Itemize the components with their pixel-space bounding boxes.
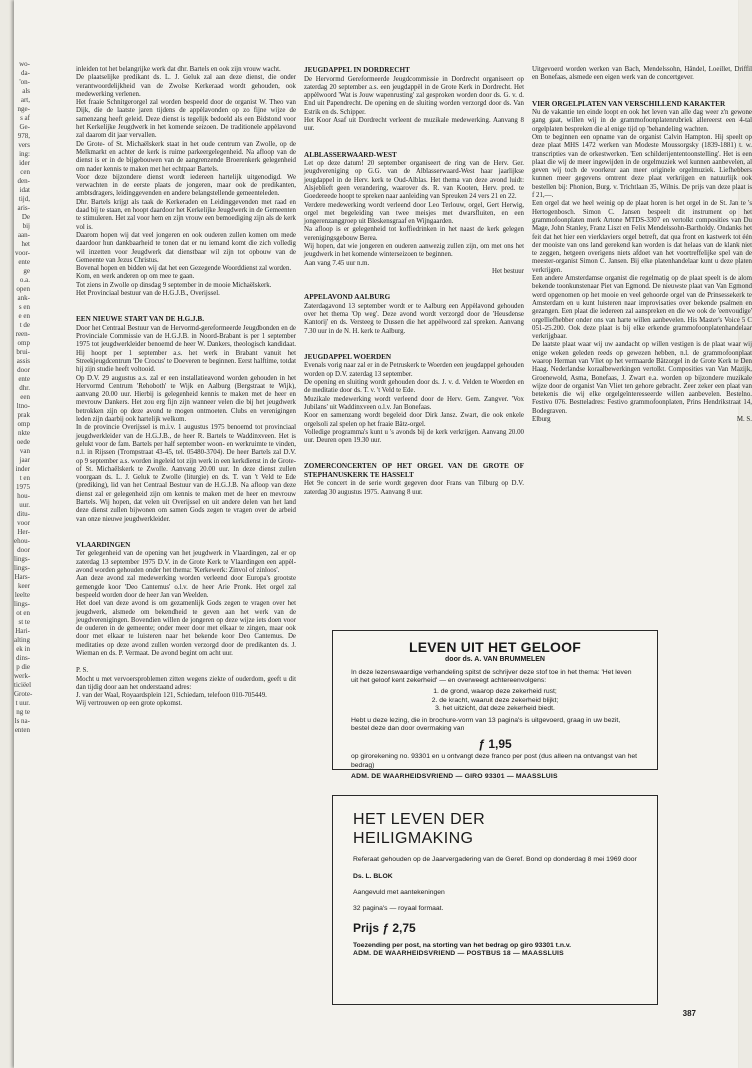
- gutter-line: aan-: [17, 231, 30, 239]
- article-paragraph: Voor deze bijzondere dienst wordt iedereen hartelijk uitgenodigd. We verwachten in de eerste plaats de jongeren, maar ook de predikanten, ambtsdragers, leidinggevenden en andere belangstellende gemeenteleden.: [76, 173, 296, 198]
- ad-title-line: HET LEVEN DER: [353, 811, 486, 828]
- gutter-line: st te: [18, 618, 30, 626]
- gutter-line: voor: [17, 519, 30, 527]
- article-paragraph: P. S.: [76, 667, 89, 675]
- article-signoff: Het bestuur: [492, 267, 524, 275]
- gutter-line: 'on-: [19, 78, 30, 86]
- gutter-line: alting: [14, 636, 30, 644]
- article-paragraph: Let op deze datum! 20 september organiseert de ring van de Herv. Ger. jeugdvereniging op G.G. van de Alblasserwaard-West haar jaarlijkse jeugdappel in de Herv. kerk te Oud-Alblas. Het thema van deze avond luidt: Alsjeblieft geen verandering, waarover ds. R. van Kooten, Herv. pred. te Goedereede hoopt te spreken naar aanleiding van Spreuken 24 vers 21 en 22.: [304, 160, 524, 201]
- column-middle: [304, 66, 524, 497]
- spacer: [76, 658, 296, 667]
- article-paragraph: Volledige programma's kunt u 's avonds bij de kerk verkrijgen. Aanvang 20.00 uur. Deuren open 19.30 uur.: [304, 428, 524, 445]
- article-paragraph: Het doel van deze avond is om gezamenlijk Gods zegen te vragen over het jeugdwerk, alsmede om bekendheid te geven aan het werk van de jeugdverenigingen. Bovendien willen de jongeren op deze wijze iets doen voor de ouderen in de gemeente; onder meer door met elkaar te zingen, maar ook door met elkaar te luisteren naar het bekende koor Deo Cantemus. De meditaties op deze avond zullen worden verzorgd door de predikanten ds. J. Wieman en ds. P. Vermaat. De avond begint om acht uur.: [76, 600, 296, 657]
- gutter-line: ng te: [16, 708, 30, 716]
- gutter-line: ltno-: [16, 402, 30, 410]
- article-heading: EEN NIEUWE START VAN DE H.G.J.B.: [76, 315, 205, 324]
- article-heading: ALBLASSERWAARD-WEST: [304, 150, 397, 159]
- ad-title: LEVEN UIT HET GELOOF: [408, 639, 581, 655]
- article-paragraph: Wij hopen, dat wie jongeren en ouderen aanwezig zullen zijn, om met ons het jeugdwerk in het komende winterseizoen te beginnen.: [304, 243, 524, 259]
- article-paragraph: Uitgevoerd worden werken van Bach, Mendelssohn, Händel, Loeillet, Driffil en Bonefaas, alsmede een eigen werk van de concertgever.: [532, 66, 752, 82]
- gutter-line: oede: [16, 438, 30, 446]
- gutter-line: Hari-: [15, 627, 30, 635]
- article-paragraph: Een orgel dat we heel weinig op de plaat horen is het orgel in de St. Jan te 's Hertogenbosch. Simon C. Jansen bespeelt dit instrument op het grammofoonplaten merk Artone MTDS-3307 en vertolkt composities van Du Mage, John Stanley, Franz Liszt en Felix Mendelssohn-Bartholdy. Ondanks het feit dat het hier een vierklaviers orgel betreft, dat qua front en kastwerk tot één der mooiste van ons land gerekend kan worden is dat helaas van de klank niet te zeggen, hetgeen overigens niets afdoet van het voortreffelijke spel van de meester-organist Simon C. Jansen. Bij elke platenhandelaar kunt u deze platen verkrijgen.: [532, 200, 752, 274]
- gutter-line: leelte: [14, 591, 30, 599]
- article-paragraph: Zaterdagavond 13 september wordt er te Aalburg een Appèlavond gehouden over het thema 'Op weg'. Deze avond wordt verzorgd door de 'Heusdense Kantorij' en ds. Versteeg te Dussen die het appèlwoord zal spreken. Aanvang 7.30 uur in de N. H. kerk te Aalburg.: [304, 302, 524, 335]
- article-paragraph: Daarom hopen wij dat veel jongeren en ook ouderen zullen komen om mede daardoor hun dankbaarheid te tonen dat er nu iemand komt die zich volledig wil inzetten voor Jeugdwerk dat dienstbaar wil zijn tot opbouw van de Gemeente van Jezus Christus.: [76, 231, 296, 264]
- article-paragraph: In de provincie Overijssel is m.i.v. 1 augustus 1975 benoemd tot provinciaal jeugdwerkleider van de H.G.J.B., de heer R. Bartels te Waddinxveen. Het is gelukt voor de fam. Bartels per half september woon- en werkruimte te vinden, n.l. in Rijssen (Trompstraat 43-45, tel. 05480-3704). De heer Bartels zal D.V. op 9 september a.s. worden ingeleid tot zijn werk in een kerkdienst in de Grote- of St. Michaëlskerk te Zwolle. Aanvang 20.00 uur. In deze dienst zullen voorgaan ds. L. J. Geluk te Zwolle (liturgie) en ds. T. van 't Veld te Ede (prediking), lid van het Centraal Bestuur van de H.G.J.B. Na afloop van deze dienst zal er gelegenheid zijn om kennis te maken met de heer en mevrouw Bartels. Wij hopen, dat velen uit Overijssel en uit andere delen van het land deze dienst zullen bijwonen om samen Gods zegen te vragen over de arbeid van onze nieuwe jeugdwerkleider.: [76, 424, 296, 523]
- article-heading: VIER ORGELPLATEN VAN VERSCHILLEND KARAKTER: [532, 99, 726, 108]
- article-heading: APPELAVOND AALBURG: [304, 293, 391, 302]
- article-paragraph: Om te beginnen een opname van de organist Calvin Hampton. Hij speelt op deze plaat MHS 1472 werken van Modeste Moussorgsky (1839-1881) t. w. transcripties van de orkestwerken. 'Een schilderijententoonstelling'. Het is een plaat die wij de meer ingewijden in de orgelmuziek wel kunnen aanbevelen, al geven wij toch de voorkeur aan meer originele orgelmuziek. Liefhebbers kunnen meer gegevens omtrent deze plaat verkrijgen en natuurlijk ook bestellen bij: Phonion, Burg. v. Trichtlaan 35, Wilnis. De prijs van deze plaat is f 21,—.: [532, 133, 752, 200]
- gutter-line: 1975: [16, 483, 30, 491]
- article-paragraph: Het Provinciaal bestuur van de H.G.J.B., Overijssel.: [76, 290, 220, 298]
- article-paragraph: Mocht u met vervoersproblemen zitten wegens ziekte of ouderdom, geeft u dit dan tijdig door aan het onderstaand adres:: [76, 675, 296, 691]
- ad-order: [353, 942, 637, 958]
- gutter-line: ticiëel: [14, 681, 32, 689]
- gutter-line: een: [20, 393, 30, 401]
- gutter-line: door: [17, 366, 30, 374]
- article-heading: JEUGDAPPEL WOERDEN: [304, 352, 392, 361]
- gutter-line: idat: [19, 186, 30, 194]
- ad-author: Ds. L. BLOK: [353, 873, 393, 881]
- article-paragraph: Verdere medewerking wordt verleend door Leo Terlouw, orgel, Gert Herwig, orgel met begeleiding van twee meisjes met dwarsfluiten, en een jongerenzanggroep uit Bleskensgraaf en Wijngaarden.: [304, 201, 524, 226]
- ad-title: [353, 810, 637, 848]
- ad-pages: 32 pagina's — royaal formaat.: [353, 905, 444, 913]
- page-number: 387: [682, 1009, 696, 1018]
- article-signature: [532, 416, 752, 424]
- gutter-line: hou-: [17, 492, 30, 500]
- gutter-line: da-: [21, 69, 30, 77]
- article-paragraph: Koor en samenzang wordt begeleid door Dirk Jansz. Zwart, die ook enkele orgelsoli zal spelen op het fraaie Bätz-orgel.: [304, 412, 524, 428]
- gutter-line: bij: [22, 222, 30, 230]
- article-paragraph: Aan vang 7.45 uur n.m.: [304, 259, 370, 267]
- article-paragraph: Kom, en werk anderen op om mee te gaan.: [76, 273, 195, 281]
- article-paragraph: Het Koor Asaf uit Dordrecht verleent de muzikale medewerking. Aanvang 8 uur.: [304, 116, 524, 133]
- gutter-line: reen-: [15, 330, 30, 338]
- gutter-line: o.a.: [19, 276, 30, 284]
- gutter-line: ditu-: [16, 510, 30, 518]
- gutter-line: lings-: [14, 564, 30, 572]
- gutter-line: t de: [19, 321, 30, 329]
- gutter-line: ider: [19, 159, 30, 167]
- gutter-line: den-: [17, 177, 30, 185]
- gutter-line: ge: [23, 267, 30, 275]
- gutter-line: open: [16, 285, 30, 293]
- ad-title-line: HEILIGMAKING: [353, 830, 474, 847]
- gutter-line: het: [21, 240, 30, 248]
- article-paragraph: De plaatselijke predikant ds. L. J. Geluk zal aan deze dienst, die onder verantwoordelijkheid van de Zwolse Kerkeraad wordt gehouden, ook medewerking verlenen.: [76, 74, 296, 98]
- gutter-line: Grote-: [14, 690, 33, 698]
- gutter-line: dins-: [16, 654, 30, 662]
- column-right: [532, 66, 752, 424]
- gutter-line: voor-: [14, 249, 30, 257]
- gutter-line: jaar: [19, 456, 30, 464]
- gutter-line: uur.: [19, 501, 30, 509]
- article-paragraph: Na afloop is er gelegenheid tot koffiedrinken in het naast de kerk gelegen verenigingsgebouw Berea.: [304, 226, 524, 242]
- article-paragraph: Nu de vakantie ten einde loopt en ook het leven van alle dag weer z'n gewone gang gaat, willen wij in de grammofoonplatenrubriek allereerst een 4-tal orgelplaten bespreken die al enige tijd op 'behandeling wachten.: [532, 109, 752, 133]
- gutter-line: ente: [18, 258, 30, 266]
- article-heading: JEUGDAPPEL IN DORDRECHT: [304, 66, 410, 74]
- column-left: [76, 66, 296, 709]
- gutter-line: t uur.: [15, 699, 30, 707]
- gutter-line: omp: [17, 420, 30, 428]
- gutter-line: e en: [18, 312, 30, 320]
- gutter-line: Ge-: [19, 123, 30, 131]
- ad-order-text: Toezending per post, na storting van het bedrag op giro 93301 t.n.v.: [353, 942, 572, 950]
- newspaper-page: [14, 0, 752, 1068]
- article-paragraph: J. van der Waal, Royaardsplein 121, Schiedam, telefoon 010-705449.: [76, 692, 267, 700]
- gutter-line: prak: [17, 411, 30, 419]
- gutter-line: wo-: [19, 60, 30, 68]
- gutter-line: nkte: [17, 429, 30, 437]
- article-paragraph: Een andere Amsterdamse organist die regelmatig op de plaat speelt is de alom bekende toonkunstenaar Piet van Egmond. De nieuwste plaat van Van Egmond werd opgenomen op het mooie en veel gehoorde orgel van de Prinsessekerk te Amsterdam en u kunt luisteren naar improvisaties over bekende psalmen en gezangen. Een plaat die iedereen zal aanspreken en die we ook de 'eenvoudige' orgelliefhebber onder ons van harte willen aanbevelen. His Master's Voice 5 C 051-25.200. Ook deze plaat is bij elke erkende grammofoonplatenhandelaar verkrijgbaar.: [532, 275, 752, 341]
- ad-point: 2. de kracht, waaruit deze zekerheid blijkt;: [431, 696, 559, 704]
- article-paragraph: De laatste plaat waar wij uw aandacht op willen vestigen is de plaat waar wij enige weken geleden reeds op gewezen hebben, n.l. de grammofoonplaat waarop Herman van Vliet op het vermaarde Bätzorgel in de Grote Kerk te Den Haag. Nederlandse koraalbewerkingen vertolkt. Composities van Van Mazijk, Groenewold, Asma, Bonefaas, J. Zwart e.a. worden op bijzondere muzikale wijze door de organist Van Vliet ten gehore gebracht. Zeer zeker een plaat van betekenis die wij elke orgelgeïnteresseerde willen aanbevelen. Bestelno. Festivo 076. Bestteladres: Festivo grammofoonplaten, Prins Hendrikstraat 14, Bodegraven.: [532, 341, 752, 415]
- article-paragraph: Door het Centraal Bestuur van de Hervormd-gereformeerde Jeugdbonden en de Provinciale Commissie van de H.G.J.B. in Noord-Brabant is per 1 september 1975 tot jeugdwerkleider benoemd de heer W. Dankers, theologisch kandidaat. Hij hoopt per 1 september a.s. het werk in Brabant vanuit het Streekjeugdcentrum 'De Crocus' te Doeveren te beginnen. Eerst halftime, totdat hij zijn studie heeft voltooid.: [76, 324, 296, 374]
- gutter-line: lings-: [14, 555, 30, 563]
- article-paragraph: Dhr. Bartels krijgt als taak de Kerkeraden en Leidinggevenden met raad en daad bij te staan, en hoopt daardoor het Kerkelijke Jeugdwerk in de Gemeenten te stimuleren. Het zal voor hem en zijn vrouw een bemoediging zijn als de kerk vol is.: [76, 198, 296, 231]
- signature-initials: M. S.: [736, 416, 752, 424]
- spacer: [304, 336, 524, 345]
- ad-point: 3. het uitzicht, dat deze zekerheid biedt.: [435, 704, 555, 712]
- gutter-line: ot en: [16, 609, 30, 617]
- article-heading: VLAARDINGEN: [76, 540, 131, 549]
- gutter-line: p die: [16, 663, 30, 671]
- gutter-line: Hars-: [14, 573, 30, 581]
- advertisement-leven-uit-het-geloof: [332, 630, 658, 780]
- spacer: [304, 445, 524, 454]
- gutter-line: Her-: [17, 528, 30, 536]
- previous-page-gutter: [14, 60, 33, 960]
- article-paragraph: De opening en sluiting wordt gehouden door ds. J. v. d. Velden te Woerden en de meditatie door ds. T. v. 't Veld te Ede.: [304, 379, 524, 395]
- ad-annotation: Aangevuld met aantekeningen: [353, 889, 445, 897]
- spacer: [304, 276, 524, 285]
- spacer: [76, 524, 296, 533]
- gutter-line: s af: [20, 114, 30, 122]
- gutter-line: De: [21, 213, 30, 221]
- article-paragraph: Het fraaie Schnitgerorgel zal worden bespeeld door de organist W. Theo van Dijk, die de laatste jaren tijdens de appèlavonden op zo fijne wijze de samenzang heeft geleid. Deze dienst is tegelijk bedoeld als een Bidstond voor het Kerkelijke Jeugdwerk in het komende seizoen. De traditionele appèlavond zal daarom dit jaar vervallen.: [76, 99, 296, 140]
- gutter-line: door: [17, 546, 30, 554]
- gutter-line: s en: [18, 303, 30, 311]
- gutter-line: als: [22, 87, 30, 95]
- ad-order-address: ADM. DE WAARHEIDSVRIEND — POSTBUS 18 — MAASSLUIS: [353, 950, 564, 958]
- ad-pages: Hebt u deze lezing, die in brochure-vorm van 13 pagina's is uitgevoerd, graag in uw bezit, bestel deze dan door overmaking van: [351, 717, 621, 733]
- gutter-line: lings-: [14, 600, 30, 608]
- gutter-line: ing:: [19, 150, 30, 158]
- ad-note: op girorekening no. 93301 en u ontvangt deze franco per post (dus alleen na ontvangst van het bedrag): [351, 753, 638, 769]
- gutter-line: tijd,: [18, 195, 30, 203]
- gutter-line: brui-: [16, 348, 30, 356]
- article-paragraph: Aan deze avond zal medewerking worden verleend door Europa's grootste gemengde koor 'Deo Cantemus' o.l.v. de heer Arie Pronk. Het orgel zal bespeeld worden door de heer Jan van Weelden.: [76, 575, 296, 599]
- gutter-line: enten: [14, 726, 30, 734]
- gutter-line: ank-: [17, 294, 30, 302]
- gutter-line: inder: [15, 465, 30, 473]
- article-paragraph: inleiden tot het belangrijke werk dat dhr. Bartels en ook zijn vrouw wacht.: [76, 66, 281, 73]
- advertisement-het-leven-der-heiligmaking: [332, 795, 658, 1005]
- gutter-line: assis: [16, 357, 30, 365]
- ad-intro: In deze lezenswaardige verhandeling spitst de schrijver deze stof toe in het thema: 'Het leven uit het geloof kent zekerheid' — en overweegt achtereenvolgens:: [351, 669, 632, 685]
- gutter-line: vers: [18, 141, 30, 149]
- gutter-line: cen: [20, 168, 30, 176]
- gutter-line: werk-: [14, 672, 31, 680]
- ad-author: door ds. A. VAN BRUMMELEN: [445, 656, 545, 663]
- gutter-line: aris-: [17, 204, 30, 212]
- ad-price: ƒ 1,95: [478, 737, 512, 752]
- gutter-line: dhr.: [19, 384, 30, 392]
- article-paragraph: Evenals vorig naar zal er in de Petruskerk te Woerden een jeugdappel gehouden worden op D.V. zaterdag 13 september.: [304, 362, 524, 378]
- article-paragraph: Het 9e concert in de serie wordt gegeven door Frans van Tilburg op D.V. zaterdag 30 augustus 1975. Aanvang 8 uur.: [304, 480, 524, 496]
- ad-point: 1. de grond, waarop deze zekerheid rust;: [433, 688, 557, 696]
- spacer: [76, 298, 296, 307]
- article-paragraph: Muzikale medewerking wordt verleend door de Herv. Gem. Zangver. 'Vox Jubilans' uit Waddinxveen o.l.v. Jan Bonefaas.: [304, 395, 524, 411]
- gutter-line: omp: [17, 339, 30, 347]
- article-paragraph: Ter gelegenheid van de opening van het jeugdwerk in Vlaardingen, zal er op zaterdag 13 september 1975 D.V. in de Grote Kerk te Vlaardingen een appèl-avond worden gehouden onder het thema: 'Kerkewerk: Zinvol of zinloos'.: [76, 550, 296, 575]
- ad-text: Referaat gehouden op de Jaarvergadering van de Geref. Bond op donderdag 8 mei 1969 door: [353, 856, 637, 863]
- ad-order-address: ADM. DE WAARHEIDSVRIEND — GIRO 93301 — MAASSLUIS: [351, 772, 558, 780]
- ad-price: Prijs ƒ 2,75: [353, 921, 416, 936]
- article-paragraph: Tot ziens in Zwolle op dinsdag 9 september in de mooie Michaëlskerk.: [76, 281, 272, 289]
- article-paragraph: De Hervormd Gereformeerde Jeugdcommissie in Dordrecht organiseert op zaterdag 20 september a.s. een jeugdappèl in de Grote Kerk in Dordrecht. Het appèlwoord 'Wat is Jouw wapenrusting' zal gesproken worden door ds. G. v. d. End uit Papendrecht. De opening en de sluiting worden verzorgd door ds. Van Estrik en ds. Schipper.: [304, 75, 524, 116]
- signature-place: Elburg: [532, 416, 551, 424]
- gutter-line: ls na-: [14, 717, 30, 725]
- article-paragraph: Wij vertrouwen op een grote opkomst.: [76, 700, 183, 708]
- gutter-line: nge-: [17, 105, 30, 113]
- article-heading: ZOMERCONCERTEN OP HET ORGEL VAN DE GROTE OF STEPHANUSKERK TE HASSELT: [304, 462, 524, 479]
- gutter-line: keer: [17, 582, 30, 590]
- ad-points: [351, 688, 639, 713]
- gutter-line: van: [19, 447, 30, 455]
- spacer: [304, 134, 524, 143]
- article-paragraph: Op D.V. 29 augustus a.s. zal er een installatieavond worden gehouden in het Hervormd Centrum 'Rehoboth' te Wijk en Aalburg (Bergstraat te Wijk), aanvang 20.00 uur. Hierbij is gelegenheid kennis te maken met de heer en mevrouw Dankers. Het zou erg fijn zijn wanneer velen die bij het jeugdwerk betrokken zijn op deze avond te mogen ontmoeten. Clubs en verenigingen leden zijn daarbij ook hartelijk welkom.: [76, 374, 296, 424]
- gutter-line: t en: [19, 474, 30, 482]
- article-paragraph: Bovenal hopen en bidden wij dat het een Gezegende Woorddienst zal worden.: [76, 265, 292, 273]
- article-paragraph: De Grote- of St. Michaëlskerk staat in het oude centrum van Zwolle, op de Melkmarkt en achter de kerk is ruime parkeergelegenheid. Na afloop van de dienst is er in de bijgebouwen van de aangrenzende Broerenkerk gelegenheid om nader kennis te maken met het echtpaar Bartels.: [76, 140, 296, 173]
- gutter-line: 978,: [17, 132, 30, 140]
- gutter-line: art,: [20, 96, 30, 104]
- gutter-line: ehou-: [14, 537, 30, 545]
- gutter-line: ek in: [16, 645, 30, 653]
- gutter-line: ente: [18, 375, 30, 383]
- spacer: [532, 83, 752, 92]
